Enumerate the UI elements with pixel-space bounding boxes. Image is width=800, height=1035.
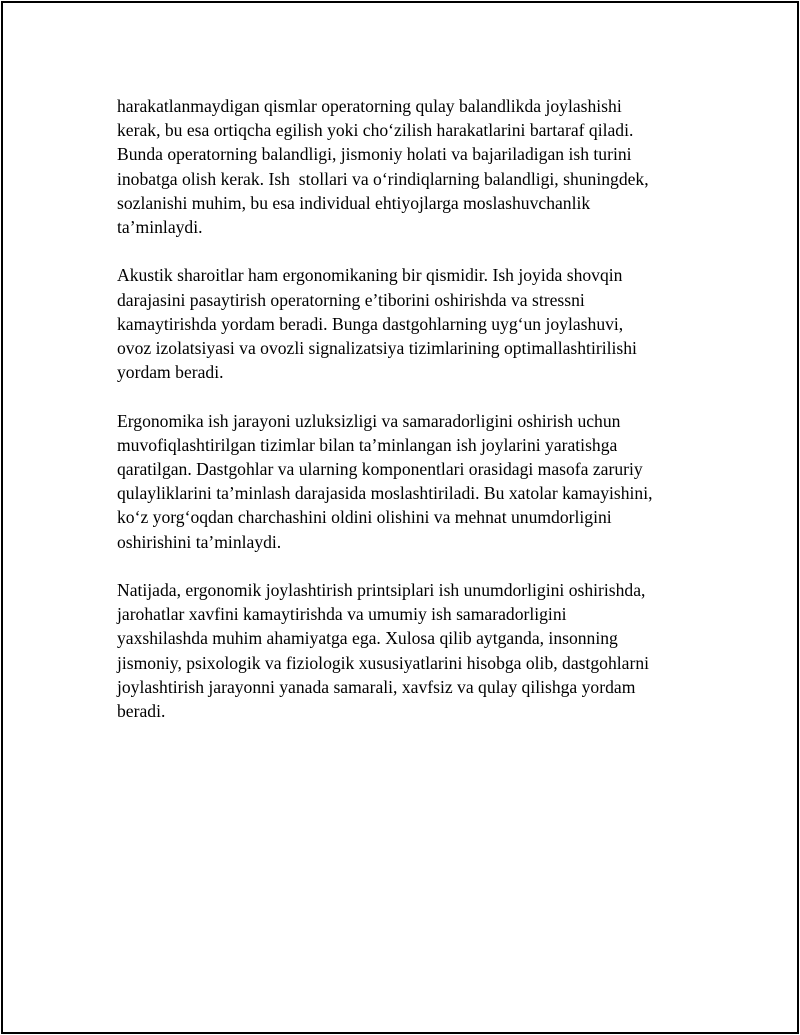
- text-line: joylashtirish jarayonni yanada samarali, xavfsiz va qulay qilishga yordam: [117, 676, 636, 697]
- text-line: Bunda operatorning balandligi, jismoniy holati va bajariladigan ish turini: [117, 144, 632, 165]
- text-line: ovoz izolatsiyasi va ovozli signalizatsiya tizimlarining optimallashtirilishi: [117, 338, 637, 359]
- text-line: kerak, bu esa ortiqcha egilish yoki cho‘zilish harakatlarini bartaraf qiladi.: [117, 120, 634, 141]
- text-line: Akustik sharoitlar ham ergonomikaning bir qismidir. Ish joyida shovqin: [117, 265, 623, 286]
- text-line: inobatga olish kerak. Ish stollari va o‘rindiqlarning balandligi, shuningdek,: [117, 168, 649, 189]
- paragraph-1: [117, 94, 717, 239]
- paragraph-4: [117, 578, 717, 723]
- text-line: yaxshilashda muhim ahamiyatga ega. Xulosa qilib aytganda, insonning: [117, 628, 618, 649]
- text-line: jarohatlar xavfini kamaytirishda va umumiy ish samaradorligini: [117, 604, 567, 625]
- text-line: darajasini pasaytirish operatorning e’tiborini oshirishda va stressni: [117, 289, 585, 310]
- text-line: beradi.: [117, 701, 166, 722]
- text-line: ta’minlaydi.: [117, 217, 203, 238]
- text-line: yordam beradi.: [117, 362, 224, 383]
- text-line: oshirishini ta’minlaydi.: [117, 531, 282, 552]
- text-line: harakatlanmaydigan qismlar operatorning qulay balandlikda joylashishi: [117, 96, 622, 116]
- text-line: ko‘z yorg‘oqdan charchashini oldini olishini va mehnat unumdorligini: [117, 507, 612, 528]
- text-line: muvofiqlashtirilgan tizimlar bilan ta’minlangan ish joylarini yaratishga: [117, 434, 618, 455]
- text-line: qulayliklarini ta’minlash darajasida moslashtiriladi. Bu xatolar kamayishini,: [117, 483, 653, 504]
- paragraph-3: [117, 409, 717, 554]
- text-line: Ergonomika ish jarayoni uzluksizligi va samaradorligini oshirish uchun: [117, 410, 621, 431]
- text-line: qaratilgan. Dastgohlar va ularning komponentlari orasidagi masofa zaruriy: [117, 459, 643, 480]
- document-body: [117, 94, 717, 747]
- text-line: kamaytirishda yordam beradi. Bunga dastgohlarning uyg‘un joylashuvi,: [117, 313, 624, 334]
- text-line: Natijada, ergonomik joylashtirish printsiplari ish unumdorligini oshirishda,: [117, 580, 646, 601]
- text-line: jismoniy, psixologik va fiziologik xususiyatlarini hisobga olib, dastgohlarni: [117, 652, 650, 673]
- paragraph-2: [117, 263, 717, 384]
- text-line: sozlanishi muhim, bu esa individual ehtiyojlarga moslashuvchanlik: [117, 192, 591, 213]
